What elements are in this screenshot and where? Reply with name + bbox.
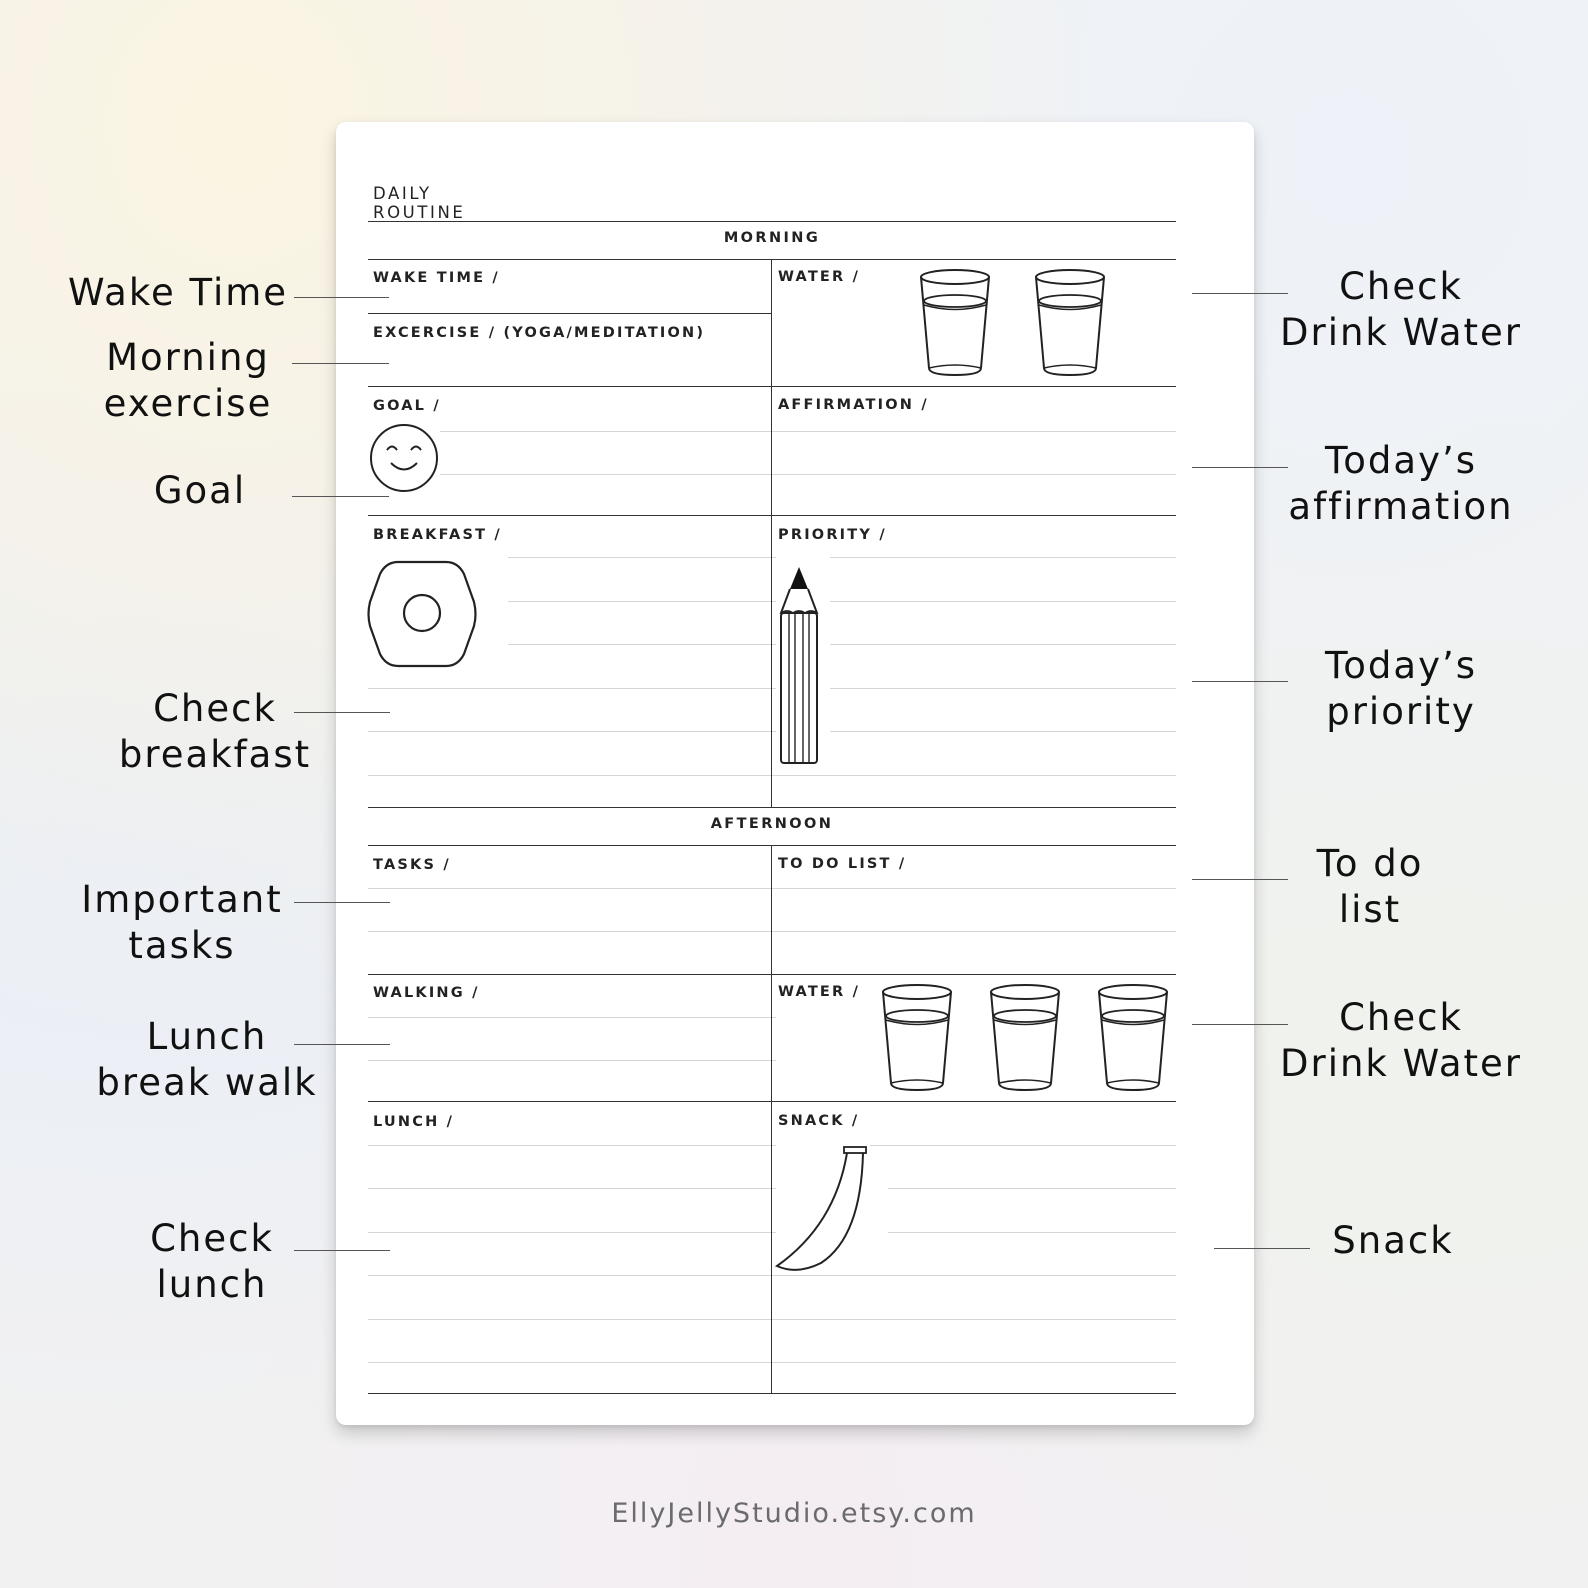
- rule-line: [830, 688, 1176, 689]
- water-glass-icon: [918, 268, 992, 378]
- rule-line: [775, 931, 1176, 932]
- field-goal: GOAL /: [373, 398, 441, 414]
- rule-line: [368, 1393, 1176, 1394]
- rule-line: [368, 515, 1176, 516]
- section-afternoon: AFTERNOON: [710, 816, 834, 832]
- rule-line: [368, 259, 1176, 260]
- rule-line: [368, 731, 776, 732]
- callout-check-breakfast: Check breakfast: [118, 687, 312, 776]
- rule-line: [368, 1232, 776, 1233]
- field-snack: SNACK /: [778, 1113, 860, 1129]
- callout-leader-line: [1192, 293, 1288, 294]
- field-walking: WALKING /: [373, 985, 480, 1001]
- water-glass-icon: [880, 983, 954, 1093]
- rule-line: [830, 557, 1176, 558]
- rule-line: [368, 1362, 776, 1363]
- section-morning: MORNING: [723, 230, 821, 246]
- column-divider: [771, 845, 772, 1393]
- rule-line: [888, 1232, 1176, 1233]
- rule-line: [368, 1275, 776, 1276]
- callout-leader-line: [294, 1044, 390, 1045]
- callout-todays-priority: Today’s priority: [1324, 644, 1478, 733]
- callout-morning-exercise: Morning exercise: [103, 336, 273, 425]
- rule-line: [368, 1319, 776, 1320]
- rule-line: [508, 601, 776, 602]
- field-tasks: TASKS /: [373, 857, 451, 873]
- callout-todays-affirmation: Today’s affirmation: [1288, 439, 1514, 528]
- callout-wake-time: Wake Time: [67, 271, 289, 314]
- callout-leader-line: [1192, 467, 1288, 468]
- rule-line: [368, 775, 776, 776]
- field-water-morning: WATER /: [778, 269, 861, 285]
- rule-line: [775, 1362, 1176, 1363]
- rule-line: [440, 474, 776, 475]
- rule-line: [368, 221, 1176, 222]
- callout-lunch-break-walk: Lunch break walk: [96, 1015, 318, 1104]
- callout-leader-line: [292, 363, 389, 364]
- rule-line: [775, 1275, 1176, 1276]
- callout-leader-line: [294, 902, 390, 903]
- callout-goal: Goal: [153, 469, 247, 512]
- rule-line: [775, 888, 1176, 889]
- rule-line: [368, 845, 1176, 846]
- callout-leader-line: [294, 712, 390, 713]
- callout-leader-line: [1214, 1248, 1310, 1249]
- rule-line: [368, 1145, 776, 1146]
- rule-line: [368, 688, 776, 689]
- callout-leader-line: [294, 297, 389, 298]
- callout-leader-line: [1192, 879, 1288, 880]
- water-glass-icon: [1033, 268, 1107, 378]
- footer-shop-url: EllyJellyStudio.etsy.com: [611, 1498, 977, 1529]
- rule-line: [888, 1188, 1176, 1189]
- callout-leader-line: [1192, 1024, 1288, 1025]
- pencil-icon: [778, 565, 822, 767]
- callout-check-drink-water: Check Drink Water: [1280, 996, 1522, 1085]
- rule-line: [830, 731, 1176, 732]
- field-affirmation: AFFIRMATION /: [778, 397, 929, 413]
- callout-leader-line: [1192, 681, 1288, 682]
- rule-line: [870, 1145, 1176, 1146]
- field-todo: TO DO LIST /: [778, 856, 907, 872]
- rule-line: [368, 1101, 1176, 1102]
- rule-line: [368, 1017, 776, 1018]
- callout-leader-line: [292, 496, 389, 497]
- rule-line: [775, 1319, 1176, 1320]
- callout-leader-line: [294, 1250, 390, 1251]
- rule-line: [368, 888, 776, 889]
- rule-line: [368, 1060, 776, 1061]
- rule-line: [830, 644, 1176, 645]
- water-glass-icon: [988, 983, 1062, 1093]
- field-breakfast: BREAKFAST /: [373, 527, 502, 543]
- rule-line: [368, 313, 772, 314]
- callout-snack: Snack: [1332, 1219, 1454, 1262]
- field-priority: PRIORITY /: [778, 527, 887, 543]
- column-divider: [771, 259, 772, 807]
- rule-line: [775, 431, 1176, 432]
- rule-line: [508, 557, 776, 558]
- rule-line: [830, 601, 1176, 602]
- rule-line: [368, 807, 1176, 808]
- rule-line: [775, 474, 1176, 475]
- field-wake-time: WAKE TIME /: [373, 270, 500, 286]
- field-lunch: LUNCH /: [373, 1114, 455, 1130]
- smiley-icon: [368, 422, 440, 494]
- rule-line: [508, 644, 776, 645]
- rule-line: [368, 1188, 776, 1189]
- callout-check-drink-water: Check Drink Water: [1280, 265, 1522, 354]
- planner-title: DAILY ROUTINE: [373, 184, 466, 222]
- rule-line: [368, 974, 1176, 975]
- field-water-afternoon: WATER /: [778, 984, 861, 1000]
- donut-icon: [366, 558, 478, 670]
- rule-line: [440, 431, 776, 432]
- callout-to-do-list: To do list: [1316, 842, 1424, 931]
- field-exercise: EXCERCISE / (YOGA/MEDITATION): [373, 325, 706, 341]
- callout-check-lunch: Check lunch: [150, 1217, 274, 1306]
- callout-important-tasks: Important tasks: [81, 878, 283, 967]
- water-glass-icon: [1096, 983, 1170, 1093]
- banana-icon: [775, 1145, 871, 1273]
- rule-line: [775, 775, 1176, 776]
- rule-line: [368, 386, 1176, 387]
- rule-line: [368, 931, 776, 932]
